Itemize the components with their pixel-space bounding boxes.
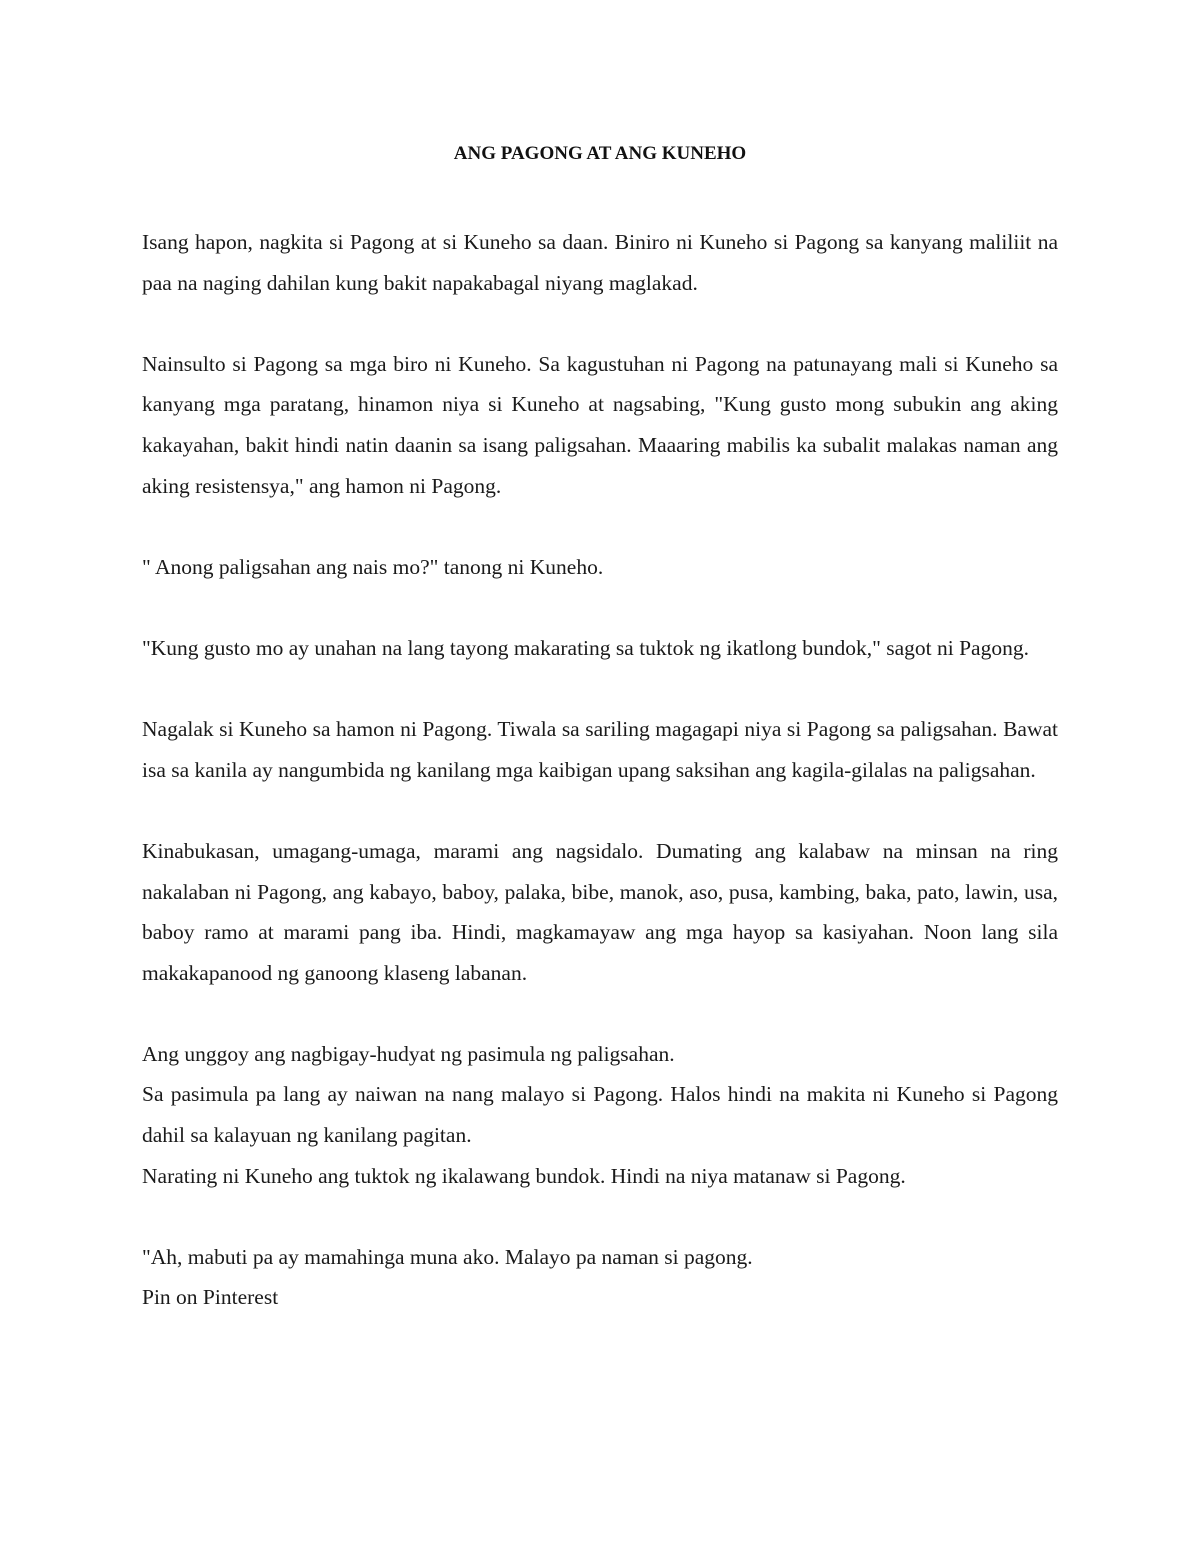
race-line-2: Sa pasimula pa lang ay naiwan na nang malayo si Pagong. Halos hindi na makita ni Kuneho si Pagong dahil sa kalayuan ng kanilang pagitan. — [142, 1082, 1058, 1148]
paragraph-3: " Anong paligsahan ang nais mo?" tanong ni Kuneho. — [142, 554, 604, 579]
closing-line-1: "Ah, mabuti pa ay mamahinga muna ako. Malayo pa naman si pagong. — [142, 1244, 753, 1269]
document-title: ANG PAGONG AT ANG KUNEHO — [453, 143, 747, 164]
race-start-section — [142, 1034, 1058, 1196]
closing-section — [142, 1237, 1058, 1318]
paragraph-6: Kinabukasan, umagang-umaga, marami ang nagsidalo. Dumating ang kalabaw na minsan na ring nakalaban ni Pagong, ang kabayo, baboy, palaka, bibe, manok, aso, pusa, kambing, baka, pato, lawin, usa, baboy ramo at marami pang iba. Hindi, magkamayaw ang mga hayop sa kasiyahan. Noon lang sila makakapanood ng ganoong klaseng labanan. — [142, 838, 1058, 985]
pin-on-pinterest-text: Pin on Pinterest — [142, 1285, 279, 1310]
paragraph-2: Nainsulto si Pagong sa mga biro ni Kuneho. Sa kagustuhan ni Pagong na patunayang mali si Kuneho sa kanyang mga paratang, hinamon niya si Kuneho at nagsabing, "Kung gusto mong subukin ang aking kakayahan, bakit hindi natin daanin sa isang paligsahan. Maaaring mabilis ka subalit malakas naman ang aking resistensya," ang hamon ni Pagong. — [142, 351, 1058, 498]
paragraph-4: "Kung gusto mo ay unahan na lang tayong makarating sa tuktok ng ikatlong bundok," sagot ni Pagong. — [142, 635, 1029, 660]
race-line-1: Ang unggoy ang nagbigay-hudyat ng pasimula ng paligsahan. — [142, 1041, 675, 1066]
race-line-3: Narating ni Kuneho ang tuktok ng ikalawang bundok. Hindi na niya matanaw si Pagong. — [142, 1163, 906, 1188]
paragraph-1: Isang hapon, nagkita si Pagong at si Kuneho sa daan. Biniro ni Kuneho si Pagong sa kanyang maliliit na paa na naging dahilan kung bakit napakabagal niyang maglakad. — [142, 230, 1058, 295]
paragraph-5: Nagalak si Kuneho sa hamon ni Pagong. Tiwala sa sariling magagapi niya si Pagong sa paligsahan. Bawat isa sa kanila ay nangumbida ng kanilang mga kaibigan upang saksihan ang kagila-gilalas na paligsahan. — [142, 717, 1058, 782]
document-body — [142, 222, 1058, 1359]
